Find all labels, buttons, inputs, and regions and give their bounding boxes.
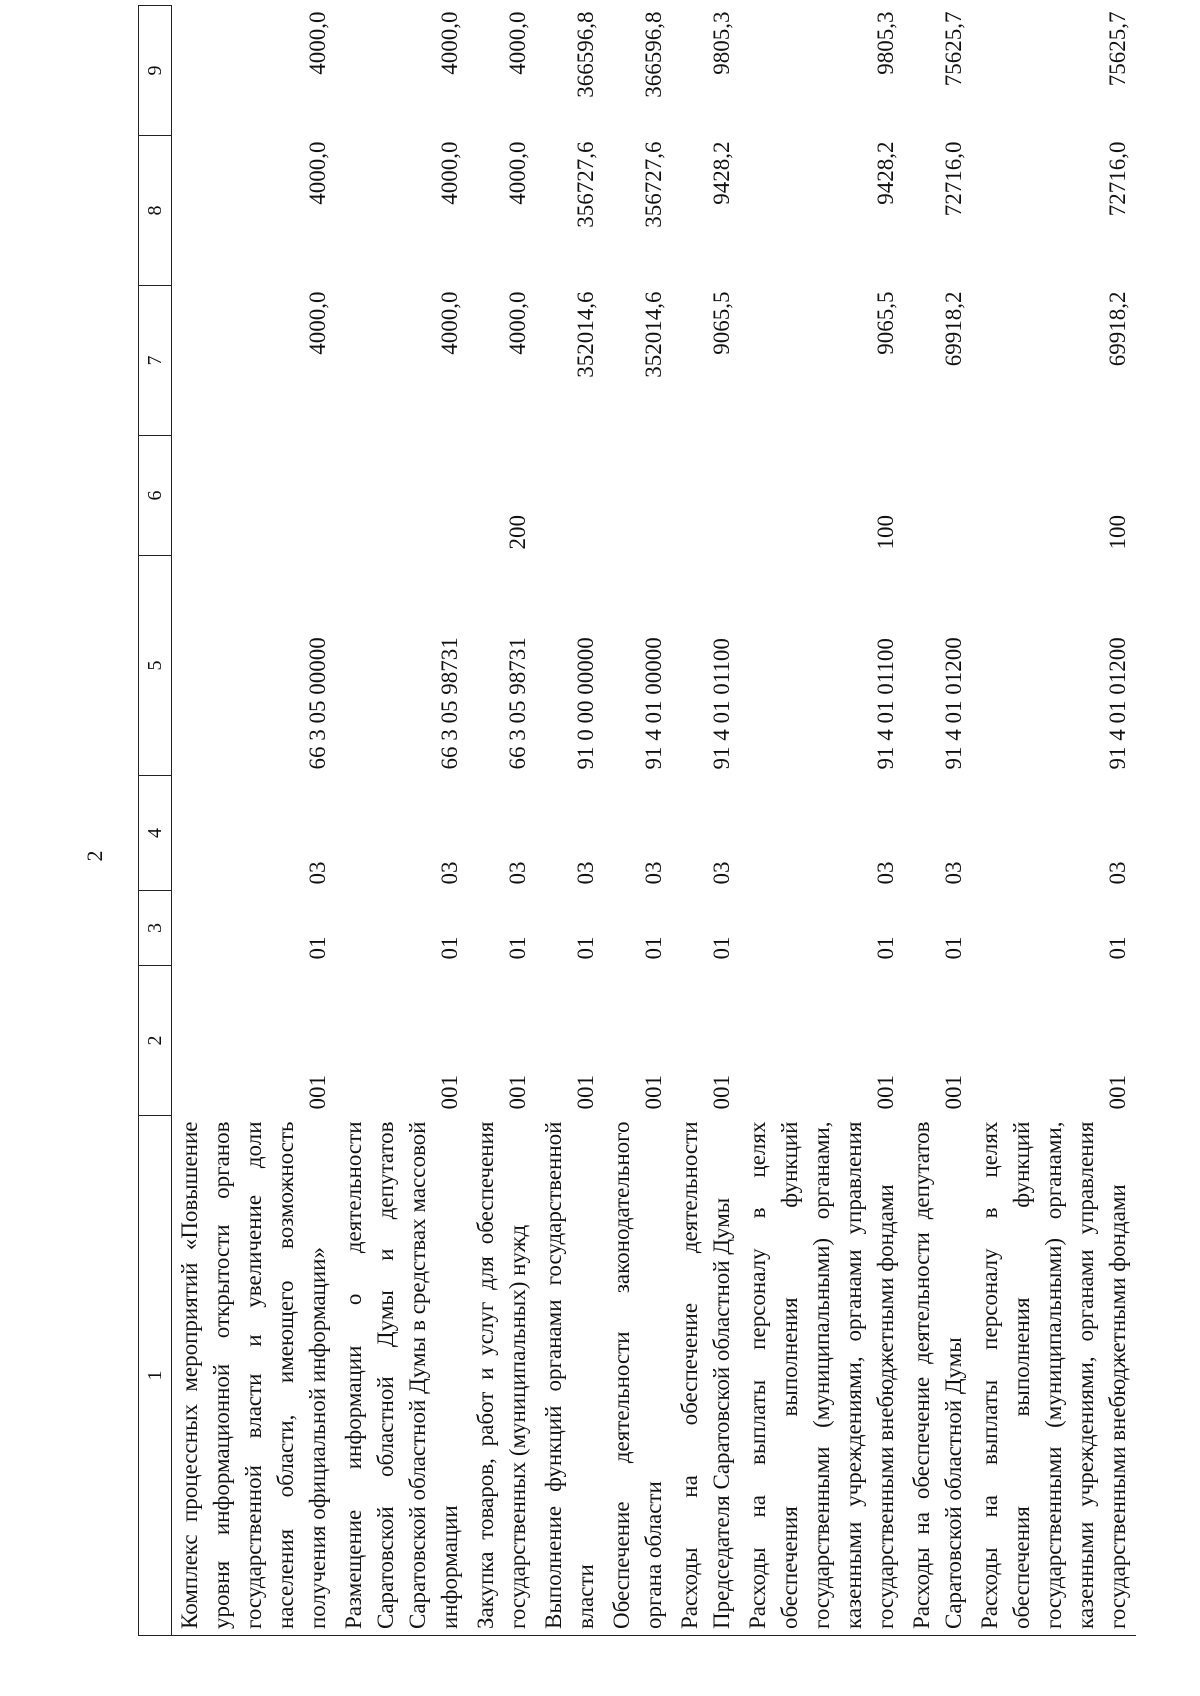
ministry-code: 001 [941, 1075, 966, 1110]
ministry-code: 001 [1105, 1075, 1130, 1110]
subsection-code: 03 [941, 861, 966, 885]
column-header: 5 [139, 556, 172, 776]
expense-type-code: 100 [1105, 515, 1130, 550]
amount-year-2: 4000,0 [505, 141, 530, 205]
target-article-code: 91 4 01 01200 [1105, 637, 1130, 770]
ministry-code: 001 [437, 1075, 462, 1110]
amount-year-2: 4000,0 [437, 141, 462, 205]
row-description: Размещение информации о деятельности Саратовской областной Думы и депутатов Саратовской областной Думы в средствах массовой информации [336, 1116, 468, 1636]
amount-year-2: 72716,0 [1105, 141, 1130, 217]
section-code: 01 [709, 936, 734, 960]
expense-type-code [172, 436, 337, 556]
table-header [139, 6, 172, 1636]
subsection-code: 03 [505, 861, 530, 885]
section-code: 01 [505, 936, 530, 960]
amount-year-3: 75625,7 [1105, 11, 1130, 87]
column-header: 9 [139, 6, 172, 136]
amount-year-1: 352014,6 [641, 291, 666, 378]
amount-year-1: 4000,0 [437, 291, 462, 355]
section-code: 01 [941, 936, 966, 960]
expense-type-code: 200 [505, 515, 530, 550]
subsection-code: 03 [709, 861, 734, 885]
subsection-code: 03 [437, 861, 462, 885]
amount-year-3: 4000,0 [505, 11, 530, 75]
expense-type-code [536, 436, 604, 556]
table-row [172, 6, 337, 1636]
target-article-code: 66 3 05 98731 [505, 637, 530, 770]
table-row [468, 6, 536, 1636]
column-header: 3 [139, 891, 172, 966]
table-row [904, 6, 972, 1636]
target-article-code: 91 4 01 00000 [641, 637, 666, 770]
row-description: Расходы на выплаты персоналу в целях обеспечения выполнения функций государственными (муниципальными) органами, казенными учреждениями, органами управления государственными внебюджетными фондами [740, 1116, 904, 1636]
table-row [536, 6, 604, 1636]
target-article-code: 66 3 05 00000 [305, 637, 330, 770]
ministry-code: 001 [305, 1075, 330, 1110]
page-number: 2 [82, 850, 107, 862]
section-code: 01 [641, 936, 666, 960]
ministry-code: 001 [709, 1075, 734, 1110]
amount-year-1: 9065,5 [709, 291, 734, 355]
subsection-code: 03 [641, 861, 666, 885]
table-row [740, 6, 904, 1636]
header-row [139, 6, 172, 1636]
row-description: Закупка товаров, работ и услуг для обеспечения государственных (муниципальных) нужд [468, 1116, 536, 1636]
table-row [972, 6, 1136, 1636]
column-header: 2 [139, 966, 172, 1116]
table-row [604, 6, 672, 1636]
amount-year-2: 4000,0 [305, 141, 330, 205]
amount-year-2: 9428,2 [709, 141, 734, 205]
row-description: Расходы на обеспечение деятельности депутатов Саратовской областной Думы [904, 1116, 972, 1636]
section-code: 01 [305, 936, 330, 960]
amount-year-3: 366596,8 [573, 11, 598, 98]
target-article-code: 91 4 01 01100 [709, 638, 734, 770]
row-description: Обеспечение деятельности законодательного органа области [604, 1116, 672, 1636]
subsection-code: 03 [573, 861, 598, 885]
subsection-code: 03 [873, 861, 898, 885]
target-article-code: 91 4 01 01200 [941, 637, 966, 770]
section-code: 01 [437, 936, 462, 960]
subsection-code: 03 [1105, 861, 1130, 885]
target-article-code: 66 3 05 98731 [437, 637, 462, 770]
column-header: 8 [139, 136, 172, 286]
row-description: Выполнение функций органами государственной власти [536, 1116, 604, 1636]
amount-year-1: 4000,0 [505, 291, 530, 355]
target-article-code: 91 0 00 00000 [573, 637, 598, 770]
amount-year-2: 72716,0 [941, 141, 966, 217]
section-code: 01 [873, 936, 898, 960]
expense-type-code [336, 436, 468, 556]
ministry-code: 001 [505, 1075, 530, 1110]
column-header: 1 [139, 1116, 172, 1636]
expense-type-code [672, 436, 740, 556]
amount-year-2: 356727,6 [573, 141, 598, 228]
table-row [336, 6, 468, 1636]
target-article-code: 91 4 01 01100 [873, 638, 898, 770]
amount-year-2: 9428,2 [873, 141, 898, 205]
amount-year-1: 4000,0 [305, 291, 330, 355]
amount-year-3: 366596,8 [641, 11, 666, 98]
ministry-code: 001 [573, 1075, 598, 1110]
amount-year-3: 4000,0 [305, 11, 330, 75]
ministry-code: 001 [873, 1075, 898, 1110]
expense-type-code [604, 436, 672, 556]
expense-type-code [904, 436, 972, 556]
amount-year-3: 9805,3 [873, 11, 898, 75]
budget-table [138, 5, 1136, 1636]
section-code: 01 [573, 936, 598, 960]
column-header: 4 [139, 776, 172, 891]
expense-type-code: 100 [873, 515, 898, 550]
subsection-code: 03 [305, 861, 330, 885]
table-row [672, 6, 740, 1636]
amount-year-1: 9065,5 [873, 291, 898, 355]
amount-year-1: 69918,2 [941, 291, 966, 367]
table-body [172, 6, 1137, 1636]
row-description: Комплекс процессных мероприятий «Повышение уровня информационной открытости органов государственной власти и увеличение доли населения области, имеющего возможность получения официальной информации» [172, 1116, 337, 1636]
column-header: 6 [139, 436, 172, 556]
amount-year-3: 75625,7 [941, 11, 966, 87]
amount-year-3: 4000,0 [437, 11, 462, 75]
amount-year-2: 356727,6 [641, 141, 666, 228]
amount-year-3: 9805,3 [709, 11, 734, 75]
amount-year-1: 352014,6 [573, 291, 598, 378]
amount-year-1: 69918,2 [1105, 291, 1130, 367]
section-code: 01 [1105, 936, 1130, 960]
column-header: 7 [139, 286, 172, 436]
ministry-code: 001 [641, 1075, 666, 1110]
row-description: Расходы на обеспечение деятельности Председателя Саратовской областной Думы [672, 1116, 740, 1636]
row-description: Расходы на выплаты персоналу в целях обеспечения выполнения функций государственными (муниципальными) органами, казенными учреждениями, органами управления государственными внебюджетными фондами [972, 1116, 1136, 1636]
